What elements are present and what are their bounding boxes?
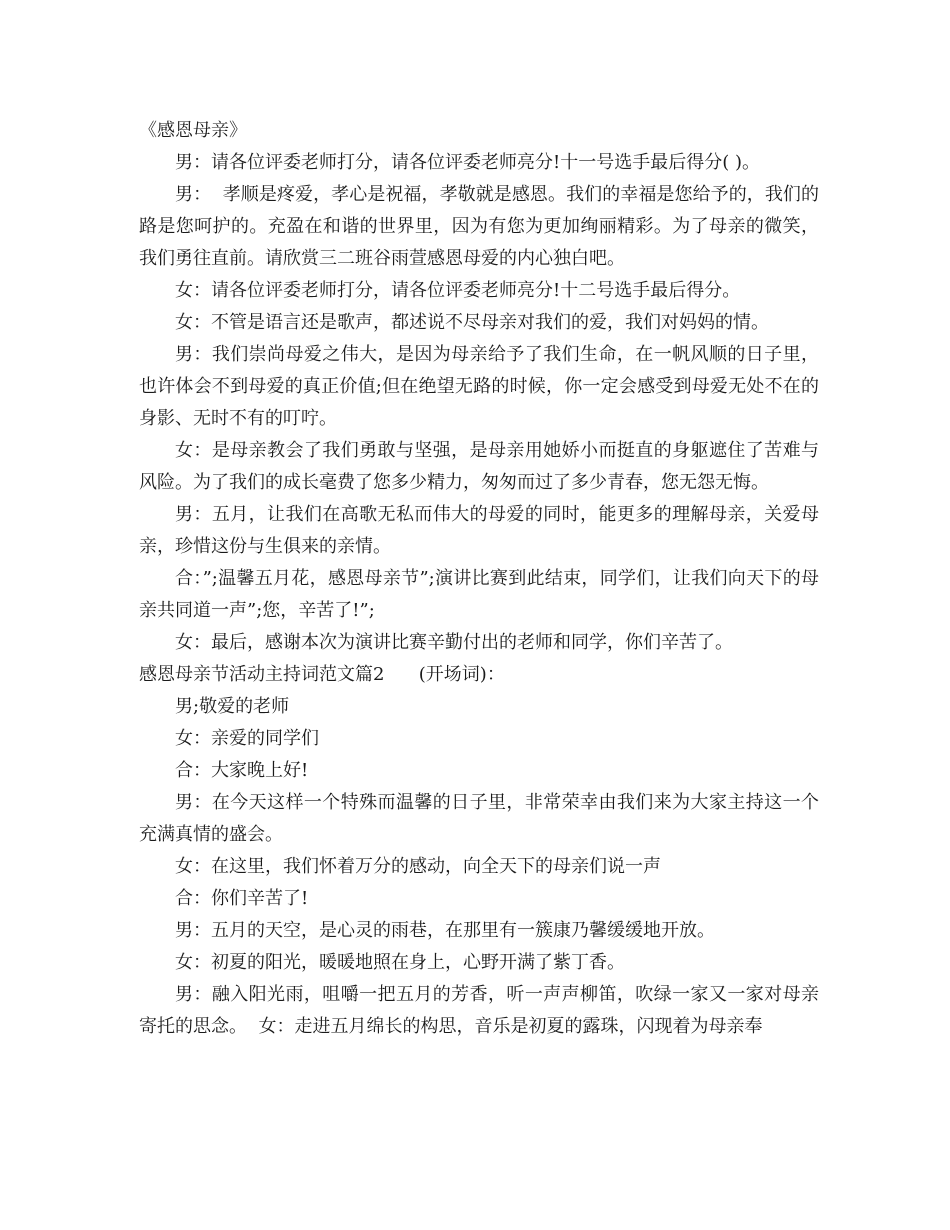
paragraph: 男：在今天这样一个特殊而温馨的日子里，非常荣幸由我们来为大家主持这一个充满真情的盛会。 — [139, 792, 819, 845]
paragraph: 男：五月，让我们在高歌无私而伟大的母爱的同时，能更多的理解母亲，关爱母亲，珍惜这份与生俱来的亲情。 — [139, 504, 819, 557]
document-body — [139, 115, 819, 1043]
paragraph: 男;敬爱的老师 — [175, 696, 290, 717]
document-title: 《感恩母亲》 — [139, 120, 247, 141]
paragraph: 男：我们崇尚母爱之伟大，是因为母亲给予了我们生命，在一帆风顺的日子里，也许体会不到母爱的真正价值;但在绝望无路的时候，你一定会感受到母爱无处不在的身影、无时不有的叮咛。 — [139, 344, 819, 429]
paragraph: 女：请各位评委老师打分，请各位评委老师亮分!十二号选手最后得分。 — [175, 280, 741, 301]
paragraph: 男： 孝顺是疼爱，孝心是祝福，孝敬就是感恩。我们的幸福是您给予的，我们的路是您呵护的。充盈在和谐的世界里，因为有您为更加绚丽精彩。为了母亲的微笑，我们勇往直前。请欣赏三二班谷雨萱感恩母爱的内心独白吧。 — [139, 184, 819, 269]
paragraph: 女：不管是语言还是歌声，都述说不尽母亲对我们的爱，我们对妈妈的情。 — [175, 312, 769, 333]
paragraph: 女：是母亲教会了我们勇敢与坚强，是母亲用她娇小而挺直的身躯遮住了苦难与风险。为了我们的成长毫费了您多少精力，匆匆而过了多少青春，您无怨无悔。 — [139, 440, 819, 493]
paragraph: 女：亲爱的同学们 — [175, 728, 319, 749]
paragraph: 男：融入阳光雨，咀嚼一把五月的芳香，听一声声柳笛，吹绿一家又一家对母亲寄托的思念。 女：走进五月绵长的构思，音乐是初夏的露珠，闪现着为母亲奉 — [139, 984, 819, 1037]
paragraph: 合：大家晚上好! — [175, 760, 309, 781]
paragraph: 女：最后，感谢本次为演讲比赛辛勤付出的老师和同学，你们辛苦了。 — [175, 632, 733, 653]
paragraph: 合：”;温馨五月花，感恩母亲节”;演讲比赛到此结束，同学们，让我们向天下的母亲共同道一声”;您，辛苦了!”; — [139, 568, 819, 621]
section-heading: 感恩母亲节活动主持词范文篇2 (开场词)： — [139, 664, 505, 685]
paragraph: 男：请各位评委老师打分，请各位评委老师亮分!十一号选手最后得分( )。 — [175, 152, 760, 173]
paragraph: 合：你们辛苦了! — [175, 888, 309, 909]
paragraph: 男：五月的天空，是心灵的雨巷，在那里有一簇康乃馨缓缓地开放。 — [175, 920, 715, 941]
paragraph: 女：在这里，我们怀着万分的感动，向全天下的母亲们说一声 — [175, 856, 661, 877]
paragraph: 女：初夏的阳光，暖暖地照在身上，心野开满了紫丁香。 — [175, 952, 625, 973]
